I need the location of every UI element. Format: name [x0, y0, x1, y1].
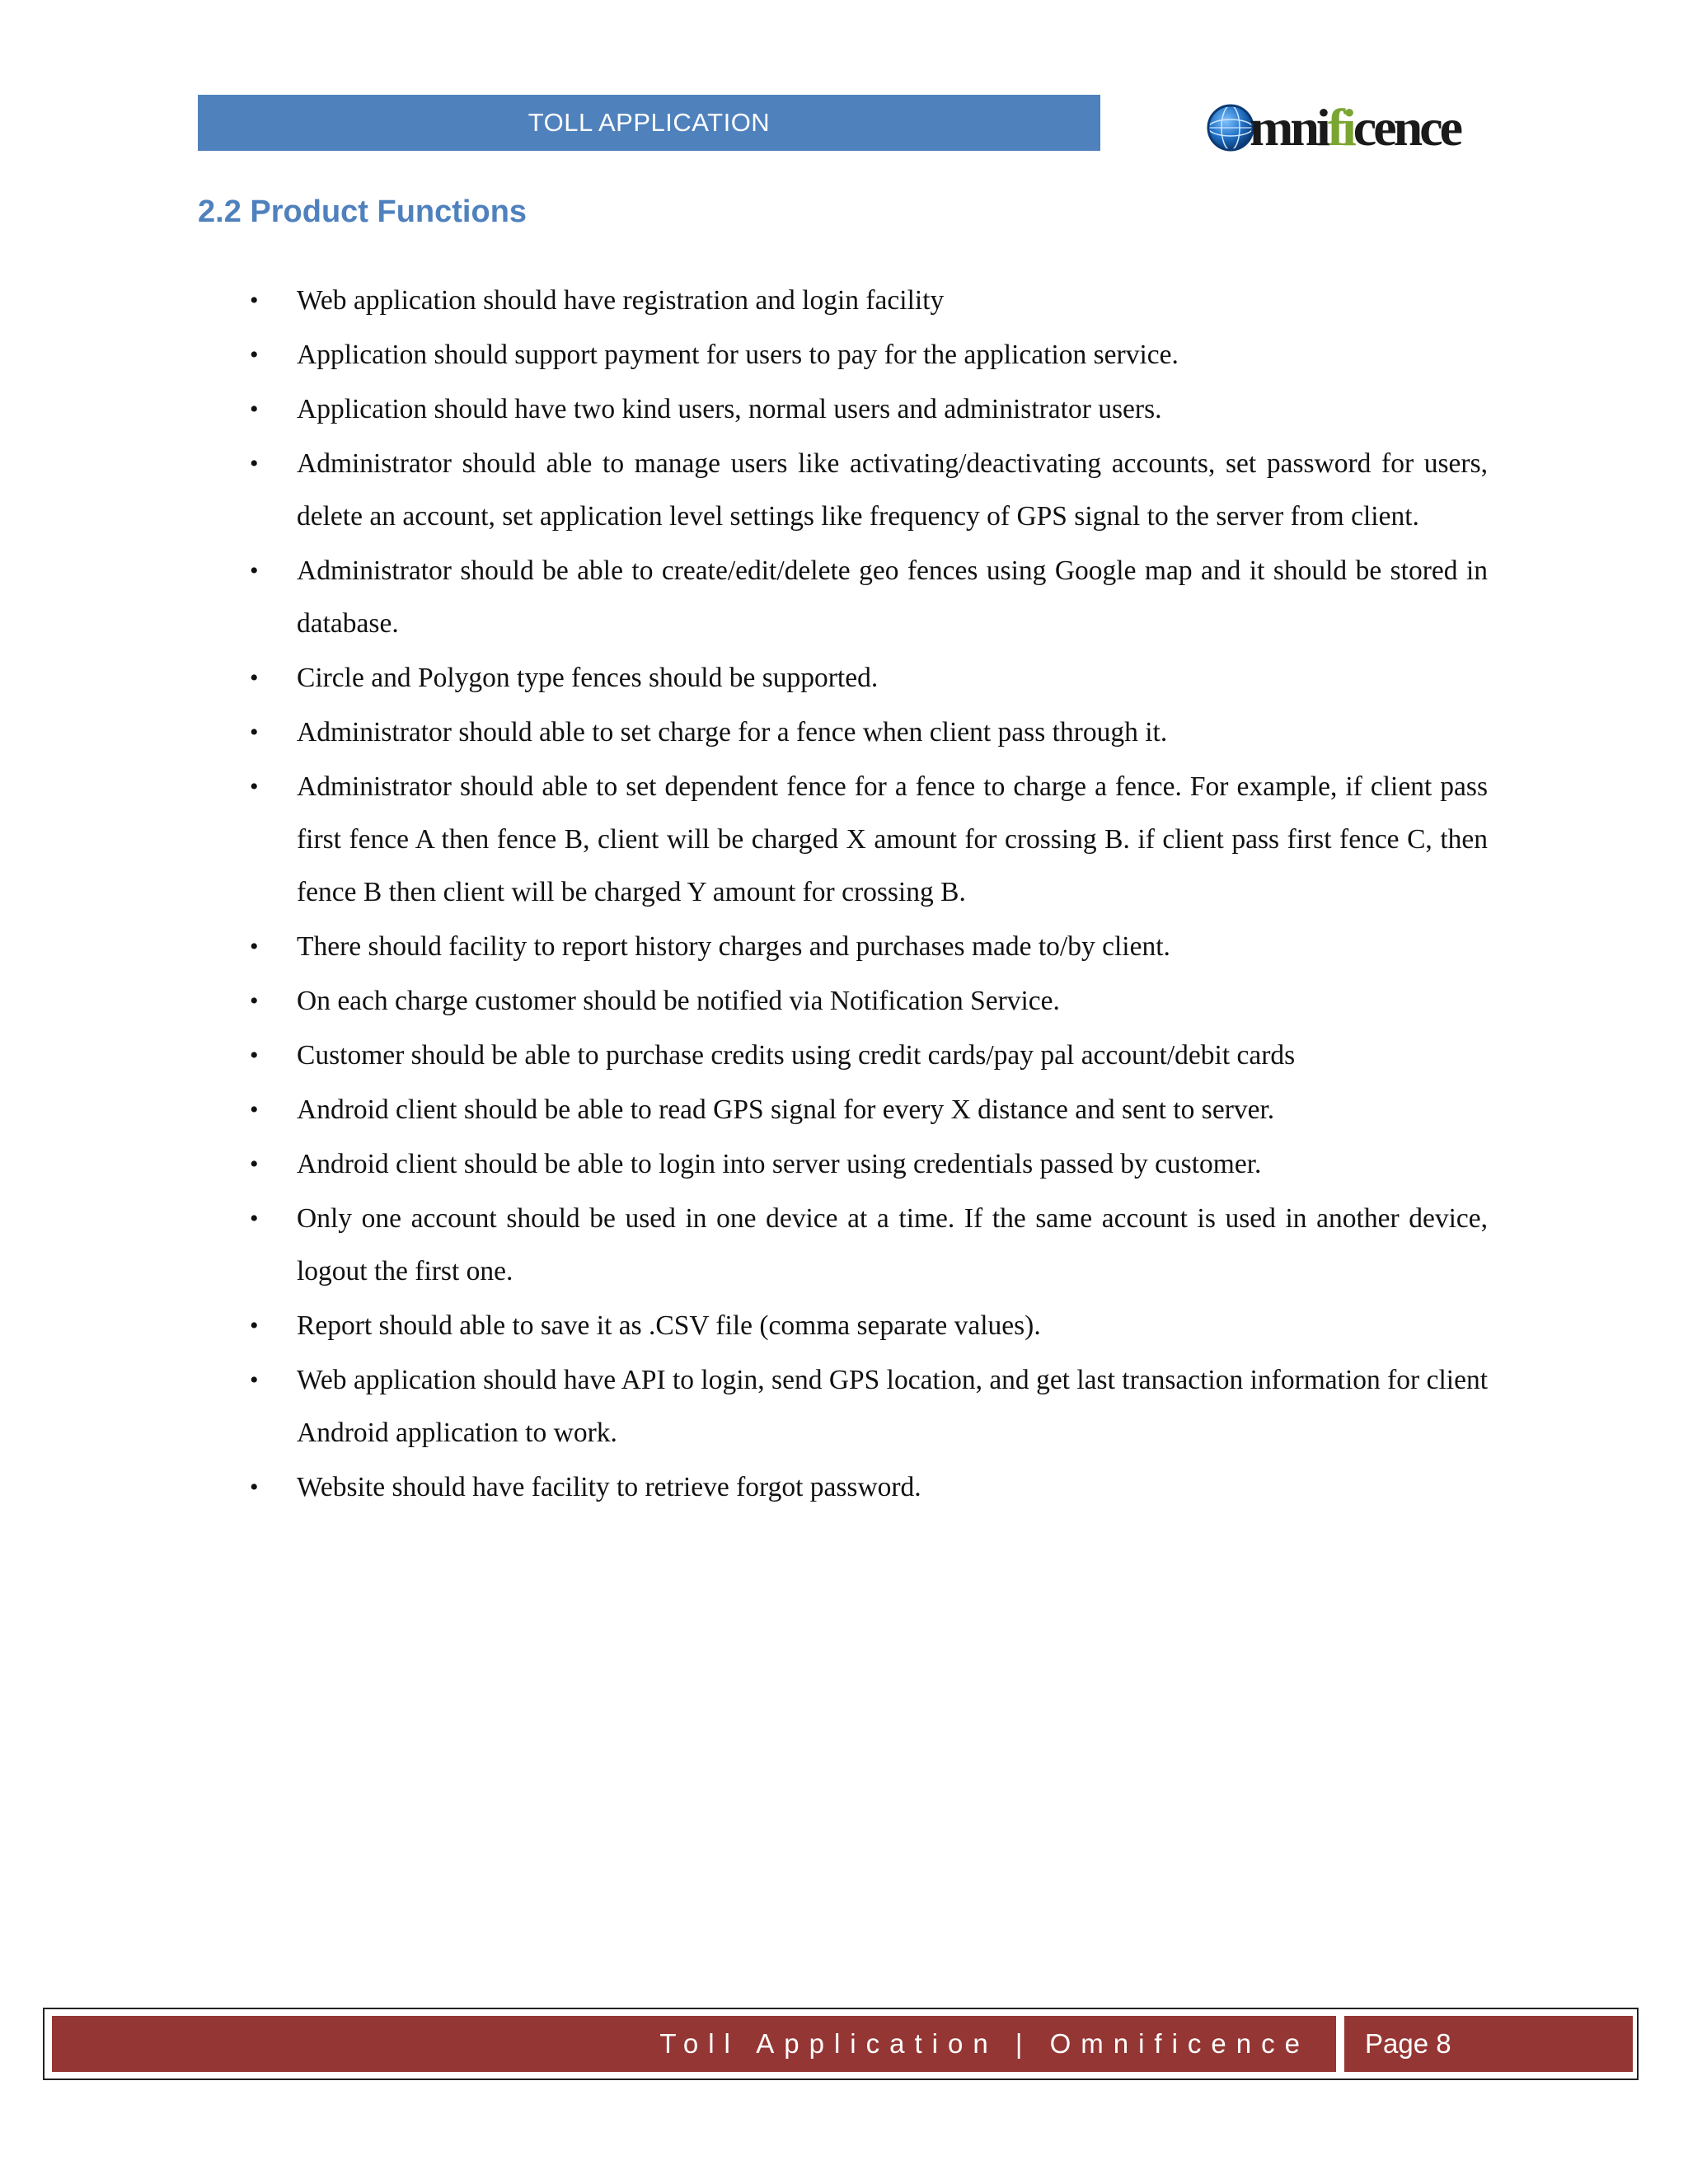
list-item — [198, 921, 1488, 973]
list-item-text: On each charge customer should be notified via Notification Service. — [297, 986, 1060, 1016]
list-item-text: Android client should be able to login into server using credentials passed by customer. — [297, 1149, 1262, 1179]
list-item — [198, 1354, 1488, 1460]
bullet-icon: • — [250, 1474, 259, 1501]
list-item — [198, 706, 1488, 759]
list-item — [198, 438, 1488, 543]
list-item — [198, 761, 1488, 919]
list-item-text: Application should support payment for users to pay for the application service. — [297, 340, 1179, 370]
list-item — [198, 545, 1488, 650]
header-title: TOLL APPLICATION — [528, 108, 771, 137]
list-item-text: Application should have two kind users, normal users and administrator users. — [297, 394, 1162, 424]
bullet-icon: • — [250, 1096, 259, 1123]
product-functions-list — [198, 274, 1488, 1516]
list-item — [198, 1193, 1488, 1298]
list-item-text: Only one account should be used in one device at a time. If the same account is used in another device, logout the first one. — [297, 1203, 1488, 1286]
bullet-icon: • — [250, 1366, 259, 1394]
footer-title-text: Toll Application | Omnificence — [659, 2028, 1310, 2059]
list-item-text: Administrator should be able to create/edit/delete geo fences using Google map and it should be stored in database. — [297, 555, 1488, 639]
bullet-icon: • — [250, 450, 259, 477]
bullet-icon: • — [250, 719, 259, 746]
page-number-text: Page 8 — [1365, 2028, 1451, 2059]
list-item-text: Report should able to save it as .CSV file (comma separate values). — [297, 1310, 1041, 1341]
header-bar — [198, 95, 1100, 151]
footer-title — [52, 2016, 1336, 2072]
list-item-text: Website should have facility to retrieve forgot password. — [297, 1472, 921, 1502]
logo-text-suffix: cence — [1353, 98, 1460, 157]
list-item — [198, 1300, 1488, 1352]
list-item — [198, 383, 1488, 436]
list-item — [198, 975, 1488, 1028]
logo-text-prefix: mni — [1250, 98, 1328, 157]
list-item-text: Android client should be able to read GPS signal for every X distance and sent to server. — [297, 1094, 1275, 1125]
list-item-text: Web application should have registration and login facility — [297, 285, 945, 316]
bullet-icon: • — [250, 557, 259, 584]
bullet-icon: • — [250, 1205, 259, 1232]
list-item — [198, 1138, 1488, 1191]
logo-text-accent: fi — [1327, 98, 1353, 157]
bullet-icon: • — [250, 396, 259, 423]
footer-page-number — [1344, 2016, 1633, 2072]
section-title: 2.2 Product Functions — [198, 194, 528, 229]
list-item-text: Circle and Polygon type fences should be supported. — [297, 663, 879, 693]
list-item-text: Administrator should able to set dependent fence for a fence to charge a fence. For example, if client pass first fence A then fence B, client will be charged X amount for crossing B. if client pass first fence C, then fence B then client will be charged Y amount for crossing B. — [297, 771, 1488, 907]
list-item — [198, 1084, 1488, 1137]
list-item — [198, 1029, 1488, 1082]
bullet-icon: • — [250, 1151, 259, 1178]
list-item — [198, 274, 1488, 327]
list-item — [198, 1461, 1488, 1514]
bullet-icon: • — [250, 664, 259, 691]
list-item-text: Administrator should able to manage users like activating/deactivating accounts, set password for users, delete an account, set application level settings like frequency of GPS signal to the server from client. — [297, 448, 1488, 532]
bullet-icon: • — [250, 1312, 259, 1339]
list-item-text: Administrator should able to set charge for a fence when client pass through it. — [297, 717, 1168, 748]
bullet-icon: • — [250, 287, 259, 314]
bullet-icon: • — [250, 341, 259, 368]
bullet-icon: • — [250, 933, 259, 960]
omnificence-logo — [1205, 95, 1485, 161]
list-item-text: There should facility to report history charges and purchases made to/by client. — [297, 931, 1170, 962]
globe-icon — [1205, 102, 1256, 153]
list-item-text: Web application should have API to login, send GPS location, and get last transaction information for client Android application to work. — [297, 1365, 1488, 1448]
list-item-text: Customer should be able to purchase credits using credit cards/pay pal account/debit cards — [297, 1040, 1296, 1071]
logo-text — [1250, 98, 1460, 157]
list-item — [198, 652, 1488, 705]
bullet-icon: • — [250, 1042, 259, 1069]
bullet-icon: • — [250, 773, 259, 800]
list-item — [198, 329, 1488, 382]
bullet-icon: • — [250, 987, 259, 1015]
